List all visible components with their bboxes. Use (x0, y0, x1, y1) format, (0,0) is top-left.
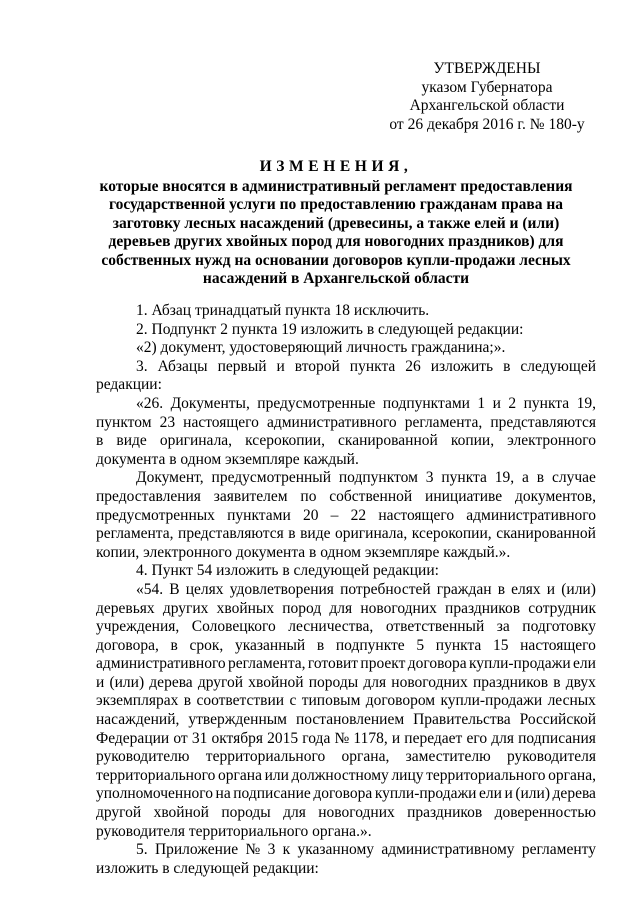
body-word: пункта (523, 394, 570, 412)
title-line: собственных нужд на основании договоров купли-продажи лесных (101, 251, 571, 269)
body-word: подготовку (522, 618, 596, 636)
body-word: праздников (445, 599, 521, 617)
body-word: руководителя (506, 748, 596, 766)
title-line: которые вносятся в административный регламент предоставления (99, 177, 573, 195)
body-word: и (504, 785, 513, 803)
body-word: других (162, 599, 209, 617)
body-word: собственной (329, 487, 413, 505)
body-word: новогодних (318, 804, 395, 822)
title-line: заготовку лесных насаждений (древесины, а также елей и (или) (112, 214, 560, 232)
body-word: Правительства (413, 711, 511, 729)
body-word: пункта (435, 636, 482, 654)
body-line: изложить в следующей редакции: (96, 859, 319, 877)
body-word: административному (381, 841, 515, 859)
body-word: купли-продажи (469, 655, 571, 673)
body-word: территориального (96, 766, 216, 784)
body-word: договора (313, 785, 373, 803)
body-word: октября (211, 729, 263, 747)
title-line: деревьев других хвойных пород для новогодних праздников) для (108, 233, 564, 250)
body-word: ели (573, 655, 596, 673)
approval-date-number: от 26 декабря 2016 г. № 180-у (389, 115, 585, 133)
body-word: дерева (149, 673, 193, 691)
body-word: регламенту (521, 841, 596, 859)
body-word: в (536, 469, 545, 487)
body-word: проект (360, 655, 406, 673)
body-word: граждан (436, 580, 492, 598)
body-word: подписание (233, 785, 311, 803)
body-word: в (170, 636, 178, 654)
body-line (96, 432, 596, 451)
body-word: и (546, 580, 556, 598)
body-word: представляются (490, 413, 596, 431)
body-line (96, 785, 596, 804)
body-word: договора (407, 655, 467, 673)
body-word: 26 (405, 357, 421, 375)
body-word: – (330, 506, 339, 524)
body-word: № (245, 841, 261, 859)
body-line (96, 674, 596, 693)
body-word: двух (565, 673, 596, 691)
body-word: елях (511, 580, 541, 598)
body-word: на (215, 785, 231, 803)
body-word: породы (221, 804, 271, 822)
body-word: договором (365, 692, 436, 710)
body-word: представляются (178, 525, 284, 543)
body-line (96, 655, 596, 674)
body-word: случае (551, 469, 596, 487)
body-word: 5 (416, 636, 425, 654)
body-word: 19, (576, 394, 596, 412)
body-word: предусмотренных (96, 506, 215, 524)
body-word: Российской (519, 711, 596, 729)
body-word: указанному (297, 841, 374, 859)
body-word: № (334, 729, 350, 747)
body-word: 3 (425, 469, 434, 487)
body-line (96, 841, 596, 860)
body-word: уполномоченного (96, 785, 213, 803)
body-line (96, 637, 596, 656)
body-word: 1178, (353, 729, 388, 747)
body-word: руководителю (96, 748, 190, 766)
approval-region: Архангельской области (409, 97, 565, 114)
body-word: сотрудник (528, 599, 596, 617)
body-word: по (300, 487, 317, 505)
body-word: и (276, 357, 285, 375)
body-word: 15 (492, 636, 509, 654)
body-word: пунктами (227, 506, 291, 524)
body-line (96, 469, 596, 488)
body-word: удовлетворения (229, 580, 334, 598)
body-line: руководителя территориального органа.». (96, 822, 372, 840)
body-word: в (288, 525, 296, 543)
body-word: от (173, 729, 188, 747)
body-word: органа (218, 766, 262, 784)
body-word: 2 (508, 394, 517, 412)
body-word: 2015 (267, 729, 299, 747)
body-word: подписания (518, 729, 596, 747)
body-line (96, 711, 596, 730)
body-word: хвойных (216, 599, 275, 617)
body-word: подпунктом (338, 469, 418, 487)
body-line: 2. Подпункт 2 пункта 19 изложить в следующей редакции: (136, 320, 524, 338)
body-word: договора, (96, 636, 159, 654)
body-word: 3 (267, 841, 276, 859)
body-word: Документы, (170, 394, 250, 412)
body-line: 4. Пункт 54 изложить в следующей редакции: (136, 562, 439, 580)
body-word: к (282, 841, 291, 859)
body-word: сканированной (496, 525, 596, 543)
body-word: в (96, 432, 104, 450)
body-word: сканированной (338, 432, 438, 450)
body-word: 22 (350, 506, 367, 524)
body-word: оригинала, (159, 432, 233, 450)
document-body (96, 302, 596, 878)
approval-issuer: указом Губернатора (421, 78, 553, 96)
body-word: хвойной (248, 673, 304, 691)
body-word: «54. (136, 580, 164, 598)
body-word: документов, (515, 487, 596, 505)
body-word: праздников (472, 673, 549, 691)
body-word: для (329, 599, 353, 617)
body-word: предусмотренные (257, 394, 376, 412)
body-word: в (497, 580, 506, 598)
body-word: экземплярах (96, 692, 179, 710)
body-word: года (302, 729, 331, 747)
body-word: пункта (349, 357, 396, 375)
body-word: органа, (548, 766, 596, 784)
approval-stamp (372, 60, 602, 134)
body-word: в (316, 636, 325, 654)
body-word: и (96, 673, 105, 691)
body-word: территориального (205, 748, 326, 766)
body-word: а (522, 469, 529, 487)
body-word: праздников (407, 804, 483, 822)
body-word: Федерации (96, 729, 170, 747)
body-word: органа, (341, 748, 390, 766)
body-word: передает (404, 729, 463, 747)
body-word: должностному (291, 766, 389, 784)
body-word: 1 (477, 394, 486, 412)
body-word: Документ, (136, 469, 204, 487)
body-line: копии, электронного документа в одном экземпляре каждый.». (96, 543, 511, 561)
body-line (96, 414, 596, 433)
body-word: Соловецкого (191, 618, 276, 636)
title-line: государственной услуги по предоставлению гражданам права на (108, 196, 564, 213)
body-word: второй (294, 357, 340, 375)
body-word: виде (116, 432, 147, 450)
body-word: административного (466, 506, 596, 524)
body-word: купли-продажи (440, 692, 543, 710)
body-line (96, 488, 596, 507)
body-word: Приложение (154, 841, 239, 859)
body-line (96, 358, 596, 377)
body-word: подпункте (335, 636, 405, 654)
body-word: заявителем (213, 487, 288, 505)
body-word: постановлением (295, 711, 405, 729)
body-word: доверенностью (494, 804, 596, 822)
body-line: 1. Абзац тринадцатый пункта 18 исключить. (136, 302, 430, 319)
body-word: 5. (136, 841, 148, 859)
body-word: пункта (441, 469, 487, 487)
body-word: следующей (520, 357, 596, 375)
body-word: оригинала, (335, 525, 408, 543)
body-word: подпунктами (382, 394, 470, 412)
body-word: инициативе (425, 487, 503, 505)
body-word: учреждения, (96, 618, 180, 636)
body-word: его (466, 729, 488, 747)
body-line (96, 804, 596, 823)
body-word: для (491, 729, 514, 747)
body-word: породы (308, 673, 359, 691)
body-word: лесничества, (288, 618, 374, 636)
body-word: целях (185, 580, 224, 598)
body-word: настоящего (520, 636, 596, 654)
body-word: в (503, 357, 511, 375)
body-word: потребностей (340, 580, 431, 598)
document-title (96, 158, 576, 289)
body-word: настоящего (183, 413, 259, 431)
body-line (96, 618, 596, 637)
body-word: ксерокопии, (245, 432, 325, 450)
body-word: в (183, 692, 192, 710)
body-word: другой (96, 804, 142, 822)
body-word: купли-продажи (374, 785, 477, 803)
body-line (96, 692, 596, 711)
body-word: настоящего (378, 506, 455, 524)
body-line: «2) документ, удостоверяющий личность гражданина;». (136, 339, 506, 357)
body-word: территориального (426, 766, 546, 784)
body-word: с (289, 692, 297, 710)
body-word: ели (479, 785, 502, 803)
body-word: (или) (561, 580, 596, 598)
body-word: «26. (136, 394, 164, 412)
body-line (96, 600, 596, 619)
body-word: 20 (302, 506, 319, 524)
body-word: или (264, 766, 289, 784)
body-word: другой (197, 673, 244, 691)
body-line (96, 767, 596, 786)
body-word: лесных (547, 692, 596, 710)
body-word: новогодних (391, 673, 468, 691)
body-word: Абзацы (157, 357, 208, 375)
body-word: 31 (191, 729, 208, 747)
body-word: пунктом (96, 413, 152, 431)
body-word: регламента, (96, 525, 174, 543)
body-word: дерева (552, 785, 596, 803)
body-word: (или) (109, 673, 145, 691)
body-line: редакции: (96, 376, 162, 394)
body-word: и (492, 394, 501, 412)
body-word: виде (300, 525, 331, 543)
title-heading: ИЗМЕНЕНИЯ, (259, 158, 413, 175)
body-word: электронного (507, 432, 596, 450)
body-word: административного (266, 413, 397, 431)
body-word: для (363, 673, 387, 691)
body-line (96, 395, 596, 414)
body-word: насаждений, (96, 711, 180, 729)
body-word: регламента, (228, 655, 306, 673)
body-word: ответственный (385, 618, 485, 636)
body-word: заместителю (405, 748, 491, 766)
body-word: административного (96, 655, 226, 673)
body-word: предусмотренный (211, 469, 332, 487)
body-word: копии, (450, 432, 495, 450)
approval-status: УТВЕРЖДЕНЫ (433, 60, 541, 77)
body-line (96, 748, 596, 767)
body-word: хвойной (153, 804, 209, 822)
body-line (96, 507, 596, 526)
body-word: в (553, 673, 561, 691)
body-word: срок, (189, 636, 224, 654)
body-word: за (496, 618, 510, 636)
body-word: ксерокопии, (411, 525, 492, 543)
body-line (96, 581, 596, 600)
body-line (96, 525, 596, 544)
body-word: и (391, 729, 401, 747)
body-word: новогодних (360, 599, 437, 617)
body-word: указанный (234, 636, 306, 654)
body-word: деревьях (96, 599, 155, 617)
body-word: предоставления (96, 487, 201, 505)
title-line: насаждений в Архангельской области (202, 270, 470, 287)
body-word: 3. (136, 357, 148, 375)
body-word: утвержденным (188, 711, 287, 729)
body-word: (или) (515, 785, 550, 803)
body-word: типовым (301, 692, 361, 710)
body-word: изложить (430, 357, 494, 375)
body-word: регламента, (404, 413, 483, 431)
body-word: для (283, 804, 306, 822)
body-word: первый (217, 357, 267, 375)
body-word: В (169, 580, 180, 598)
body-word: готовит (307, 655, 359, 673)
body-word: лицу (391, 766, 424, 784)
body-word: 23 (159, 413, 176, 431)
body-word: соответствии (196, 692, 285, 710)
body-word: 19, (494, 469, 515, 487)
body-line: документа в одном экземпляре каждый. (96, 450, 359, 468)
body-line (96, 730, 596, 749)
body-word: пород (282, 599, 322, 617)
